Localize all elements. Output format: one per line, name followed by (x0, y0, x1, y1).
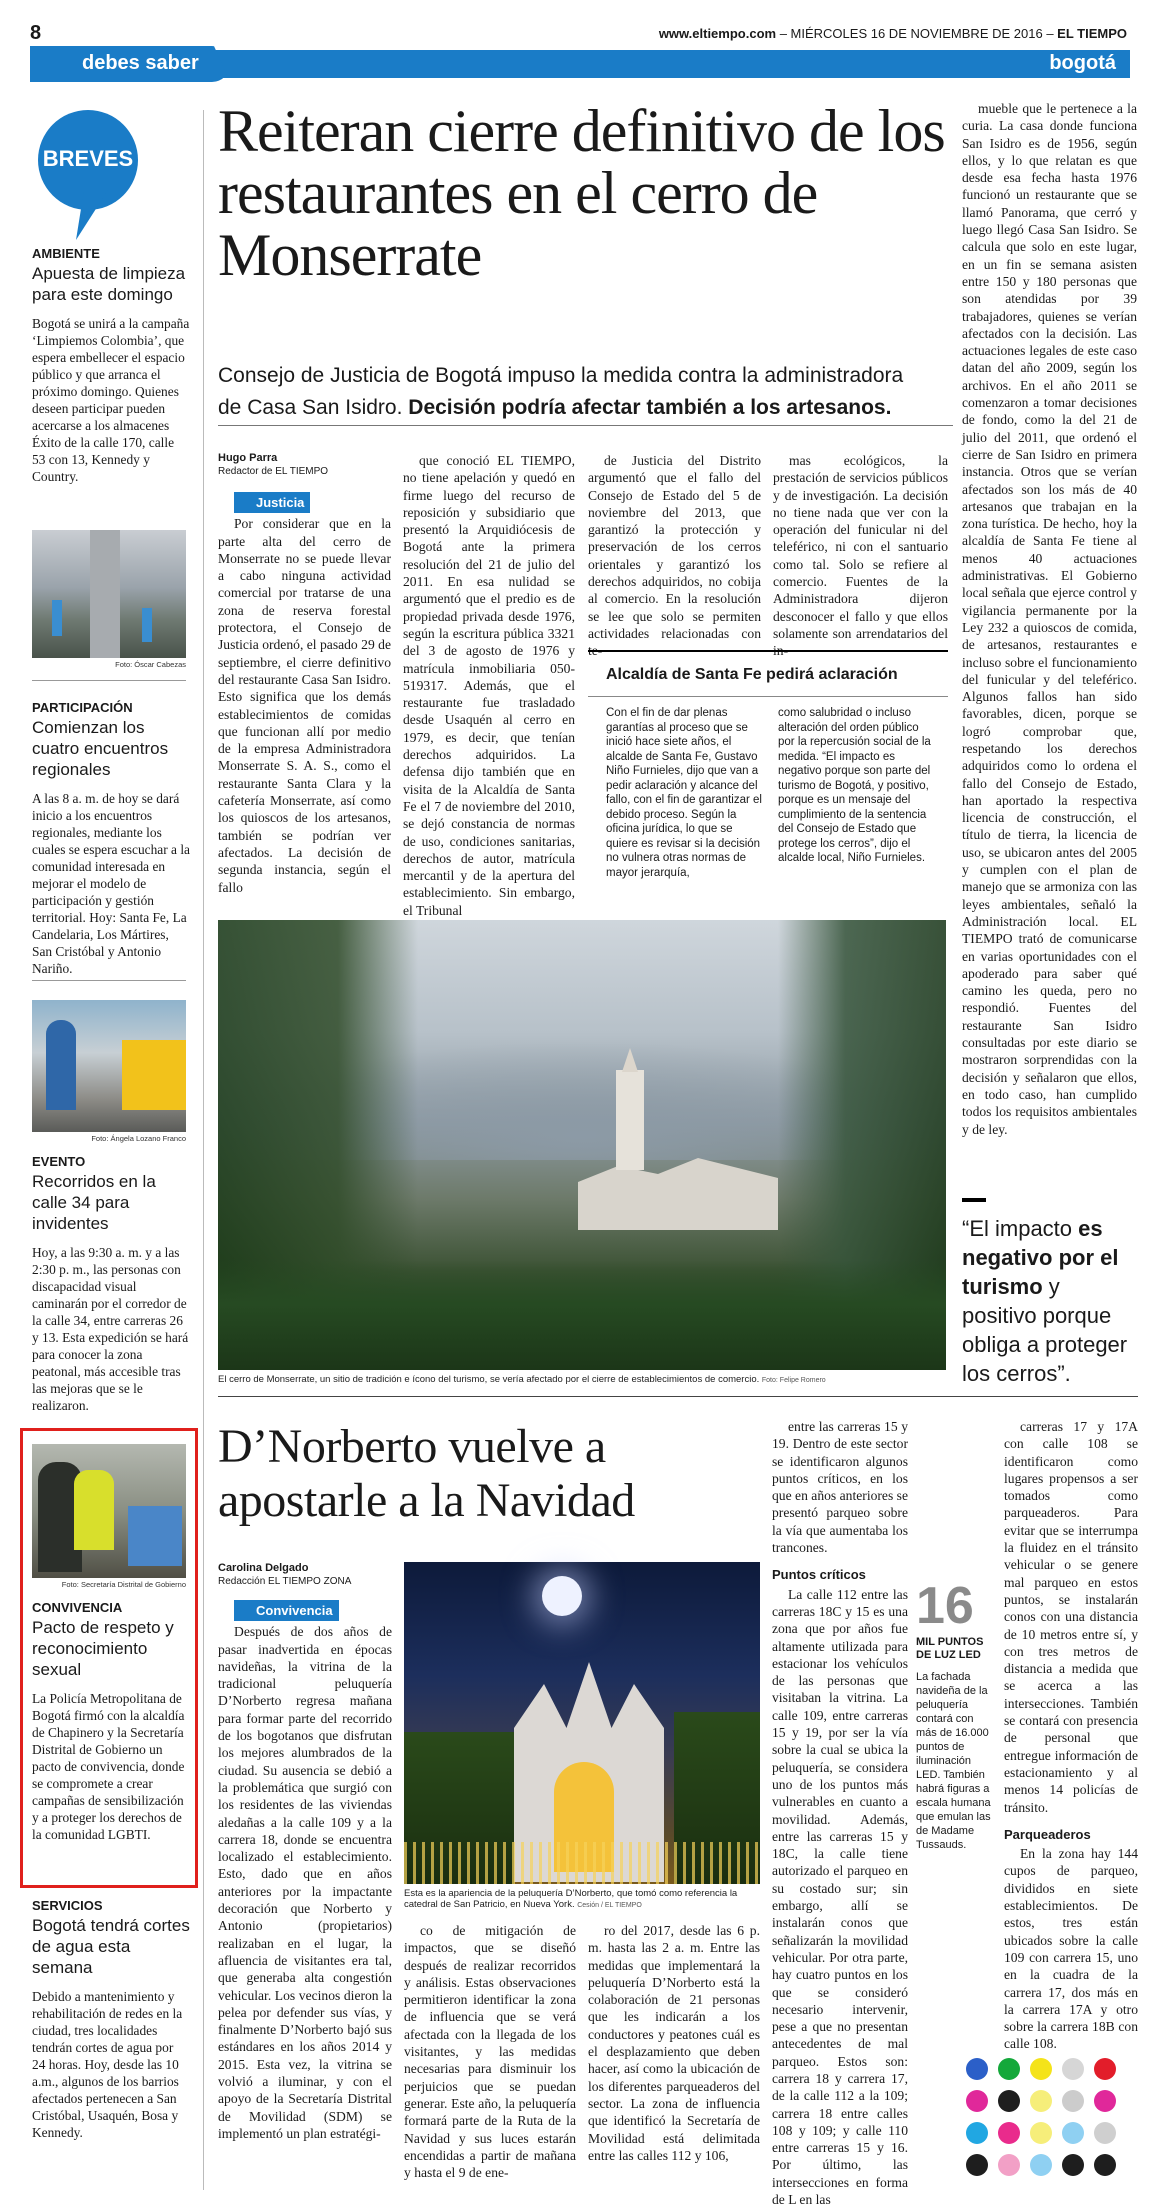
section-bar (30, 50, 1130, 78)
story2-col4-text: La calle 112 entre las carreras 18C y 15 es una zona que por años fue altamente utilizada para estacionar los vehículos de las personas que visitaban la vitrina. La calle 109, entre carreras 15 y 19, por ser la vía sobre la cual se ubica la peluquería, se considera uno de los puntos más vulnerables en cuanto a movilidad. Además, entre las carreras 15 y 18C, la calle tiene autorizado el parqueo en su costado sur; sin embargo, allí se instalarán conos que señalizarán la movilidad vehicular. Por otra parte, hay cuatro puntos en los que se consideró necesario intervenir, pese a que no presentan antecedentes de mal parqueo. Estos son: carrera 18 y carrera 17, de la calle 112 a la 109; carrera 18 entre calles 108 y 109; y calle 110 entre carreras 15 y 16. Por último, las intersecciones en forma de L en las (772, 1586, 908, 2208)
color-registration-marks (966, 2058, 1146, 2188)
divider (32, 680, 186, 681)
story2-headline[interactable]: D’Norberto vuelve a apostarle a la Navidad (218, 1420, 635, 1527)
photo-credit: Foto: Óscar Cabezas (115, 660, 186, 669)
breve-body: La Policía Metropolitana de Bogotá firmó con la alcaldía de Chapinero y la Secretaría Distrital de Gobierno un pacto de convivencia, donde se compromete a crear campañas de sensibilización y a proteger los derechos de la comunidad LGBTI. (32, 1691, 185, 1842)
breve-body: Debido a mantenimiento y rehabilitación de redes en la ciudad, tres localidades tendrán cortes de agua por 24 horas. Hoy, desde las 10 a.m., algunos de los barrios afectados pertenecen a San Cristóbal, Usaquén, Bosa y Kennedy. (32, 1989, 183, 2140)
date: MIÉRCOLES 16 DE NOVIEMBRE DE 2016 (790, 26, 1043, 41)
breve-body: Hoy, a las 9:30 a. m. y a las 2:30 p. m., las personas con discapacidad visual caminarán por el corredor de la calle 34, entre carreras 26 y 13. Esta expedición se hará para conocer la zona peatonal, más accesible tras las mejoras que se le realizaron. (32, 1245, 189, 1413)
breve-headline[interactable]: Comienzan los cuatro encuentros regionales (32, 718, 169, 779)
caption-credit: Foto: Felipe Romero (761, 1377, 826, 1384)
story1-col5 (962, 100, 1137, 1200)
breve-convivencia (32, 1600, 190, 1843)
section-left-label: debes saber (82, 52, 199, 74)
stat-number: 16 (916, 1577, 974, 1635)
story1-col5-text: mueble que le pertenece a la curia. La casa donde funciona San Isidro es de 1956, según ellos, y lo que relatan es que desde esa fecha hasta 1976 funcionó un restaurante que se llamó Panorama, que cerró y luego llegó Casa San Isidro. Se calcula que solo en este lugar, en un fin se semana asisten entre 150 y 180 personas que son atendidas por 39 trabajadores, quienes se verían afectados con la decisión. Las actuaciones legales de este caso datan del año 2009, según los archivos. En el año 2011 se comenzaron a tomar decisiones de fondo, como la del 21 de julio del 2011, que ordenó el cierre de San Isidro en primera instancia. Otros que se verían afectados son los más de 40 artesanos que trabajan en la zona turística. De hecho, hoy la alcaldía de Santa Fe tiene al menos 40 actuaciones administrativas. El Gobierno local señala que ejerce control y vigilancia permanente por la Ley 232 a quioscos de comida, de artesanos, restaurantes e incluso sobre el funcionamiento del funicular y del teleférico. Algunos fallos han sido favorables, dicen, porque se logró comprobar que, respetando los derechos adquiridos como lo ordena el fallo del Consejo de Estado, han aportado la respectiva licencia de construcción, el título de tierra, la licencia de uso, se ubicaron antes del 2005 y cumplen con el plan de manejo que se armoniza con las leyes ambientales, señaló la Administración local. EL TIEMPO trató de comunicarse en varias oportunidades con el apoderado para saber qué camino les queda, pero no respondió. Fuentes del restaurante San Isidro consultadas por este diario se mostraron sorprendidas con la decisión y señalaron que ellos, en todo caso, han cumplido todos los requisitos ambientales y de ley. (962, 101, 1137, 1137)
story2-col3 (588, 1922, 760, 2190)
breve-headline[interactable]: Pacto de respeto y reconocimiento sexual (32, 1618, 174, 1679)
deck-bold: Decisión podría afectar también a los artesanos. (408, 396, 892, 419)
breve-servicios (32, 1898, 190, 2141)
breve-kicker: EVENTO (32, 1154, 86, 1169)
topic-tag[interactable]: Convivencia (234, 1600, 339, 1621)
divider (218, 425, 953, 426)
story1-col3 (588, 452, 761, 659)
photo-participacion (32, 1000, 186, 1132)
stat-box (916, 1577, 996, 1852)
breve-participacion (32, 700, 190, 977)
photo-credit: Foto: Secretaría Distrital de Gobierno (61, 1580, 186, 1589)
quote-mark (962, 1198, 986, 1202)
page-number: 8 (30, 22, 42, 44)
breve-body: A las 8 a. m. de hoy se dará inicio a los encuentros regionales, mediante los cuales se espera escuchar a la comunidad interesada en mejorar el modelo de participación y gestión territorial. Hoy: Santa Fe, La Candelaria, Los Mártires, San Cristóbal y Antonio Nariño. (32, 791, 190, 976)
story1-col1 (218, 492, 391, 918)
subhead: Parqueaderos (1004, 1826, 1091, 1842)
section-right-label: bogotá (1049, 52, 1116, 74)
breve-kicker: CONVIVENCIA (32, 1600, 123, 1615)
deck-plain: Consejo de Justicia de Bogotá impuso la medida contra la administradora de Casa San Isidro. (218, 364, 904, 419)
breves-badge (38, 110, 138, 210)
photo-caption (404, 1888, 760, 1910)
story1-col2 (403, 452, 575, 918)
breve-kicker: AMBIENTE (32, 246, 100, 261)
story2-col4 (772, 1418, 908, 2208)
pull-quote (962, 1214, 1137, 1388)
photo-cleanup (32, 530, 186, 658)
sidebar-box (588, 650, 948, 912)
story1-col1-text: Por considerar que en la parte alta del cerro de Monserrate no se puede llevar a cabo ninguna actividad comercial por tratarse de una zona de reserva forestal protectora, el Consejo de Justicia ordenó, el pasado 29 de septiembre, el cierre definitivo del restaurante Casa San Isidro. Esto significa que los demás establecimientos de comidas que funcionan allí por medio de la empresa Administradora Monserrate S. A. S., como el restaurante Santa Clara y la cafetería Monserrate, así como los quioscos de los artesanos, también se podrían ver afectados. La decisión de segunda instancia, según el fallo (218, 516, 391, 895)
caption-credit: Cesión / EL TIEMPO (577, 1902, 642, 1909)
breve-headline[interactable]: Bogotá tendrá cortes de agua esta semana (32, 1916, 190, 1977)
byline: Carolina Delgado (218, 1562, 309, 1574)
byline: Hugo Parra (218, 452, 278, 464)
story2-col3-text: ro del 2017, desde las 6 p. m. hasta las 2 a. m. Entre las medidas que implementará la peluquería D’Norberto está la colaboración de 21 personas que les indicarán a los conductores y peatones cuál es el desplazamiento que deben hacer, así como la ubicación de los diferentes parqueaderos del sector. La zona de influencia que identificó la Secretaría de Movilidad está delimitada entre las calles 112 y 106, (588, 1923, 760, 2163)
box-title[interactable]: Alcaldía de Santa Fe pedirá aclaración (606, 666, 898, 683)
brand: EL TIEMPO (1057, 26, 1127, 41)
caption-text: Esta es la apariencia de la peluquería D’Norberto, que tomó como referencia la catedral de San Patricio, en Nueva York. (404, 1888, 738, 1910)
photo-monserrate (218, 920, 946, 1370)
photo-caption (218, 1374, 946, 1385)
story1-col3-text: de Justicia del Distrito argumentó que el fallo del Consejo de Estado del 5 de noviembre del 2013, que garantizó la protección y preservación de los cerros orientales y garantizó los derechos adquiridos, no cobija al comercio. En la resolución se lee que solo se permiten actividades relacionadas con te- (588, 453, 761, 659)
story-divider (218, 1396, 1138, 1397)
story2-col1 (218, 1600, 392, 2190)
divider (32, 980, 186, 981)
site-url[interactable]: www.eltiempo.com (658, 26, 777, 41)
breve-kicker: SERVICIOS (32, 1898, 103, 1913)
box-col2: como salubridad o incluso alteración del orden público por la repercusión social de la medida. “El impacto es negativo porque son parte del turismo de Bogotá, y positivo, porque es un mensaje del cumplimiento de la sentencia del Consejo de Estado que protege los cerros”, dijo el alcalde local, Niño Furnieles. (778, 707, 931, 864)
breve-ambiente (32, 246, 190, 485)
story1-col4-text: mas ecológicos, la prestación de servicios públicos y de investigación. La decisión no tiene nada que ver con la operación del funicular ni del teleférico, ni con el santuario como tal. Solo se refiere al comercio. Fuentes de la Administradora dijeron desconocer el fallo y que ellos solamente son arrendatarios del in- (773, 453, 948, 659)
dateline: www.eltiempo.com – MIÉRCOLES 16 DE NOVIEMBRE DE 2016 – EL TIEMPO (658, 26, 1127, 41)
breves-label: BREVES (42, 146, 134, 171)
breve-body: Bogotá se unirá a la campaña ‘Limpiemos Colombia’, que espera embellecer el espacio público y que arranca el próximo domingo. Quienes deseen participar pueden acercarse a los almacenes Éxito de la calle 170, calle 53 con 13, Kennedy y Country. (32, 316, 190, 484)
story2-col2-text: co de mitigación de impactos, que se diseñó después de realizar recorridos y análisis. Estas observaciones permitieron identificar la zona de influencia que se verá afectada con la llegada de los visitantes, y las medidas necesarias para disminuir los perjuicios que se puedan generar. Este año, la peluquería formará parte de la Ruta de la Navidad y sus luces estarán encendidas a partir de mañana y hasta el 9 de ene- (404, 1923, 576, 2181)
photo-credit: Foto: Ángela Lozano Franco (91, 1134, 186, 1143)
story2-col4-text: entre las carreras 15 y 19. Dentro de este sector se identificaron algunos puntos críticos, en los que en años anteriores se presentó parqueo sobre la vía que aumentaba los trancones. (772, 1419, 908, 1556)
story1-deck (218, 360, 928, 424)
story1-col2-text: que conoció EL TIEMPO, no tiene apelación y quedó en firme luego del recurso de reposición y subsidiario que presentó la Arquidiócesis de Bogotá ante la primera resolución del 21 de julio del 2011. En esa nulidad se argumentó que el predio es de propiedad privada desde 1976, según la escritura pública 3321 del 3 de agosto de 1976 y matrícula inmobiliaria 050-519317. Además, que el restaurante fue trasladado desde Usaquén al cerro en 1979, es decir, que tenían derechos adquiridos. La defensa dijo también que en visita de la Alcaldía de Santa Fe el 7 de noviembre del 2010, se dejó constancia de normas de uso, condiciones sanitarias, derechos de autor, matrícula mercantil y de la apertura del establecimiento. Sin embargo, el Tribunal (403, 453, 575, 918)
stat-text: La fachada navideña de la peluquería contará con más de 16.000 puntos de iluminación LED. También habrá figuras a escala humana que emulan las de Madame Tussauds. (916, 1671, 991, 1851)
story2-col5-text: En la zona hay 144 cupos de parqueo, divididos en siete establecimientos. De estos, tres están ubicados sobre la calle 109 con carrera 15, uno en la cuadra de la carrera 17, dos más en la carrera 17A y otro sobre la carrera 18B con calle 108. (1004, 1846, 1138, 2052)
subhead: Puntos críticos (772, 1567, 866, 1583)
story2-col1-text: Después de dos años de pasar inadvertida en épocas navideñas, la vitrina de la tradicional peluquería D’Norberto regresa mañana para formar parte del recorrido de los bogotanos que disfrutan los mejores alumbrados de la ciudad. Su ausencia se debió a la problemática que surgió con los residentes de las viviendas aledañas a la calle 109 y a la carrera 18, donde se encuentra localizado el establecimiento. Esto, dado que en años anteriores por la impactante decoración que Norberto y Antonio (propietarios) realizaban en el lugar, la afluencia de visitantes era tal, que generaba alta congestión vehicular. Los vecinos dieron la pelea por defender sus vías, y finalmente D’Norberto bajó sus estándares en los años 2014 y 2015. Esta vez, la vitrina se volvió a iluminar, y con el apoyo de la Secretaría Distrital de Movilidad (SDM) se implementó un plan estratégi- (218, 1624, 392, 2141)
photo-dnorberto (404, 1562, 760, 1884)
story2-col2 (404, 1922, 576, 2190)
topic-tag[interactable]: Justicia (234, 492, 310, 513)
byline-role: Redacción EL TIEMPO ZONA (218, 1576, 352, 1587)
column-divider (203, 110, 204, 2190)
story1-col4 (773, 452, 948, 659)
photo-convivencia (32, 1444, 186, 1578)
breve-kicker: PARTICIPACIÓN (32, 700, 133, 715)
story1-headline[interactable]: Reiteran cierre definitivo de los restaurantes en el cerro de Monserrate (218, 98, 945, 288)
quote-part: y positivo porque obliga a proteger los cerros”. (962, 1274, 1128, 1386)
breve-evento (32, 1154, 190, 1414)
breve-headline[interactable]: Apuesta de limpieza para este domingo (32, 264, 186, 304)
box-col1: Con el fin de dar plenas garantías al proceso que se inició hace siete años, el alcalde de Santa Fe, Gustavo Niño Furnieles, dijo que van a pedir aclaración y alcance del fallo, con el fin de garantizar el debido proceso. Según la oficina jurídica, lo que se quiere es revisar si la decisión no vulnera otras normas de mayor jerarquía, (606, 707, 762, 879)
breve-headline[interactable]: Recorridos en la calle 34 para invidentes (32, 1172, 156, 1233)
quote-bold: es negativo por el turismo (962, 1216, 1119, 1299)
story2-col5-text: carreras 17 y 17A con calle 108 se identificaron como lugares propensos a ser tomados como parqueaderos. Para evitar que se interrumpa la fluidez en el tránsito vehicular o se genere mal parqueo en estos puntos, se instalarán conos con una distancia de 10 metros entre sí, y con tres metros de distancia a medida que se acerca a las intersecciones. También se contará con presencia de personal que entregue información de estacionamiento y al menos 14 policías de tránsito. (1004, 1419, 1138, 1815)
quote-part: “El impacto (962, 1216, 1079, 1241)
byline-role: Redactor de EL TIEMPO (218, 466, 329, 477)
caption-text: El cerro de Monserrate, un sitio de tradición e ícono del turismo, se vería afectado por el cierre de establecimientos de comercio. (218, 1374, 760, 1385)
stat-label: MIL PUNTOS DE LUZ LED (916, 1636, 984, 1661)
story2-col5 (1004, 1418, 1138, 2052)
